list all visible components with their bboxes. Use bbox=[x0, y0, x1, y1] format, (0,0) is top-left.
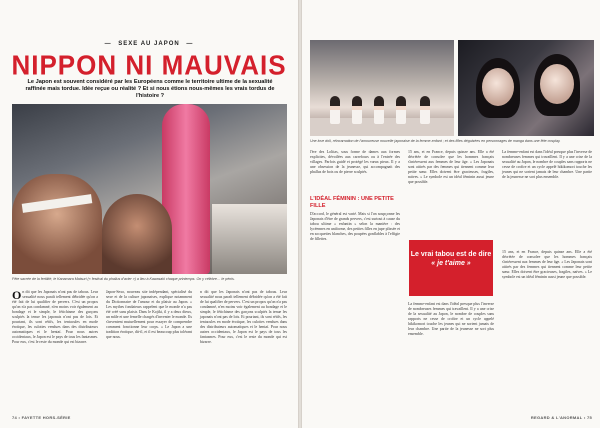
photo-caption: Fête sacrée de la fertilité, le Kanamara Matsuri (« festival du phallus d'acier ») a lieu à Kawasaki chaque printemps. On y célèbre… le pénis. bbox=[12, 277, 235, 281]
crowd-figure bbox=[102, 194, 172, 274]
doll-figure bbox=[396, 96, 406, 124]
face bbox=[482, 68, 514, 106]
festival-photo bbox=[12, 104, 287, 274]
body-column-1: l'ère des Lolitas, sous forme de dames aux formes explicites, dévoilées aux carrefours ou à l'entrée des villages. Parfois guidé et protégé les vœux pieux. Il y a une obsession de la jeunesse, qui accompagnait des phallus de bois ou de pierre sculptés. bbox=[310, 150, 400, 174]
body-column-1: On dit que les Japonais n'ont pas de tabous. Leur sexualité nous paraît tellement débridée qu'on a été fait de lui qualifier de pervers. C'est un propos qu'on n'a pas condamné, n'en moins voir également au bondage et le simple, le fétichisme des garçons sculptés la tenue les japonais n'ont pas de lois. Et pourtant, ils sont rétifs, les tentacules en mode érotique, les culottes vendues dans des distributeurs automatiques et le hentaï. Pour nous autres occidentaux, le Japon est le pays de tous les fantasmes. Pour eux, c'est le reste du monde qui est bizarre. bbox=[12, 288, 98, 344]
doll-figure bbox=[420, 96, 430, 124]
love-doll-photo bbox=[310, 40, 454, 136]
doll-figure bbox=[352, 96, 362, 124]
face bbox=[540, 64, 574, 104]
doll-figure bbox=[374, 96, 384, 124]
article-dek: Le Japon est souvent considéré par les Européens comme le territoire ultime de la sexualité raffinée mais tordue. Idée reçue ou réalité ? Et si nous étions nous-mêmes les vrais tordus de l'histoire ? bbox=[25, 79, 275, 99]
section-kicker: — SEXE AU JAPON — bbox=[104, 41, 194, 47]
body-column-2: Japon-Sexo, nouveau site indépendant, spécialisé du sexe et de la culture japonaises, explique notamment du Dictionnaire de l'amour et du plaisir au Japon. « Les mythes fondateurs rappelent que le monde n'a pas été créé sans plaisir. Dans le Kojiki, il y a deux dieux, un mâle et une femelle chargés d'inventer le monde. Ils s'inventent mutuellement pour essayer de comprendre comment fonctionne leur corps. » Le Japon a une tradition érotique, dit-il, et il est beaucoup plus tolérant que nous. bbox=[106, 290, 192, 339]
section-subhead: L'IDÉAL FÉMININ : UNE PETITE FILLE bbox=[310, 196, 394, 209]
photo-caption: Une love doll, réincarnation de l'amoureuse nouvelle japonaise de la femme-enfant ; et des filles déguisées en personnages de manga dans une fête cosplay. bbox=[310, 139, 561, 143]
body-column-3b: 15 ans, et en France, depuis quinze ans. Elle a été décrétée de consolee que les hommes français s'intéressent aux femmes de leur âge. « Les Japonais sont attirés par des femmes qui tiennent comme leur petite sœur. Elles doivent être gracieuses, fragiles, naïves. » Le symbole est un idéal féminin aussi jeune que possible. bbox=[502, 250, 592, 279]
body-column-2: 15 ans, et en France, depuis quinze ans. Elle a été décrétée de consolee que les hommes français s'intéressent aux femmes de leur âge. « Les Japonais sont attirés par des femmes qui tiennent comme leur petite sœur. Elles doivent être gracieuses, fragiles, naïves. » Le symbole est un idéal féminin aussi jeune que possible. bbox=[408, 150, 494, 184]
article-title: NIPPON NI MAUVAIS bbox=[11, 49, 287, 81]
body-column-1b: D'accord, le général est varié. Mais si l'on soupçonne les Japonais d'être de grands pervers, c'est surtout à cause du tabou ultime « enfantin » selon la manière : des lycéennes en uniforme, des petites filles en jupe plissée et en socquettes blanches, des poupées gonflables à l'effigie de fillettes. bbox=[310, 212, 400, 241]
pull-quote: Le vrai tabou est de dire « je t'aime » bbox=[409, 240, 493, 296]
cosplay-photo bbox=[458, 40, 594, 136]
page-folio: REGARD & L'ANORMAL • 75 bbox=[530, 415, 592, 420]
page-folio: 74 • FAYETTE HORS-SÉRIE bbox=[12, 415, 71, 420]
crowd-figure bbox=[12, 174, 102, 274]
body-column-2b: La femme-enfant est dans l'idéal presque plus l'inverse de nombreuses femmes qui travaillent. Il y a une crise de la sexualité au Japon, le nombre de couples sans rapports ne cesse de croître et un cycle appelé hikikomori touche les jeunes qui ne sortent jamais de leur chambre. Une partie de la jeunesse ne sort plus ensemble. bbox=[408, 302, 494, 336]
body-column-3: La femme-enfant est dans l'idéal presque plus l'inverse de nombreuses femmes qui travaillent. Il y a une crise de la sexualité au Japon, le nombre de couples sans rapports ne cesse de croître et un cycle appelé hikikomori touche les jeunes qui ne sortent jamais de leur chambre. Une partie de la jeunesse ne sort plus ensemble. bbox=[502, 150, 592, 179]
drop-cap: O bbox=[12, 288, 22, 302]
right-page bbox=[302, 0, 600, 428]
body-column-3: n dit que les Japonais n'ont pas de tabous. Leur sexualité nous paraît tellement débridée qu'on a été fait de lui qualifier de pervers. C'est un propos qu'on n'a pas condamné, n'en moins voir également au bondage et le simple, le fétichisme des garçons sculptés la tenue les japonais n'ont pas de lois. Et pourtant, ils sont rétifs, les tentacules en mode érotique, les culottes vendues dans des distributeurs automatiques et le hentaï. Pour nous autres occidentaux, le Japon est le pays de tous les fantasmes. Pour eux, c'est le reste du monde qui est bizarre. bbox=[200, 290, 287, 344]
crowd-figure bbox=[212, 204, 287, 274]
doll-figure bbox=[330, 96, 340, 124]
left-page bbox=[0, 0, 298, 428]
